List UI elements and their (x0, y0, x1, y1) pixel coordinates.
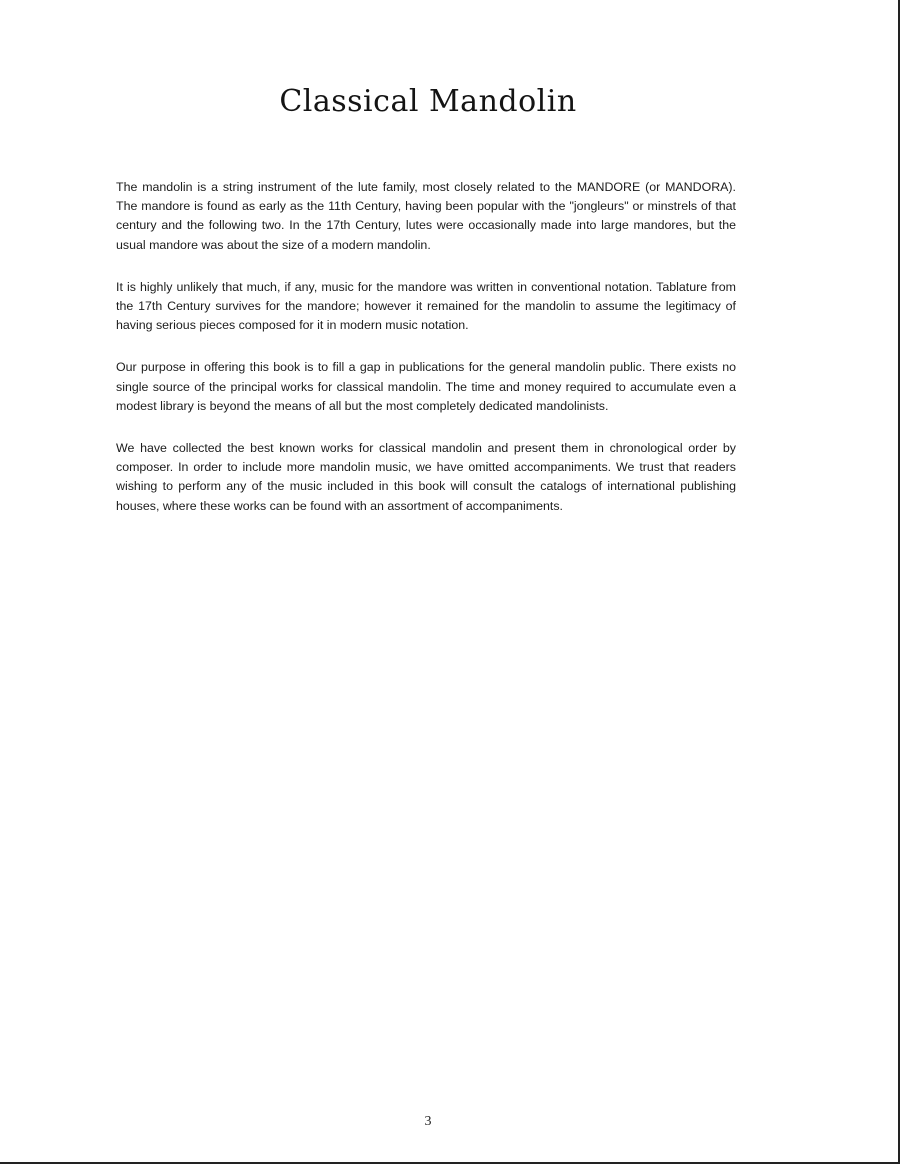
paragraph-4: We have collected the best known works for classical mandolin and present them in chronological order by composer. In order to include more mandolin music, we have omitted accompaniments. We trust that readers wishing to perform any of the music included in this book will consult the catalogs of international publishing houses, where these works can be found with an assortment of accompaniments. (116, 441, 736, 513)
page-title: Classical Mandolin (279, 84, 577, 119)
paragraph-2: It is highly unlikely that much, if any, music for the mandore was written in conventional notation. Tablature from the 17th Century survives for the mandore; however it remained for the mandolin to assume the legitimacy of having serious pieces composed for it in modern music notation. (116, 279, 736, 333)
paragraph-3: Our purpose in offering this book is to fill a gap in publications for the general mandolin public. There exists no single source of the principal works for classical mandolin. The time and money required to accumulate even a modest library is beyond the means of all but the most completely dedicated mandolinists. (116, 360, 736, 413)
paragraph-1: The mandolin is a string instrument of the lute family, most closely related to the MANDORE (or MANDORA). The mandore is found as early as the 11th Century, having been popular with the "jongleurs" or minstrels of that century and the following two. In the 17th Century, lutes were occasionally made into large mandores, but the usual mandore was about the size of a modern mandolin. (116, 180, 736, 252)
body-text (116, 178, 736, 539)
page-number: 3 (424, 1114, 432, 1129)
